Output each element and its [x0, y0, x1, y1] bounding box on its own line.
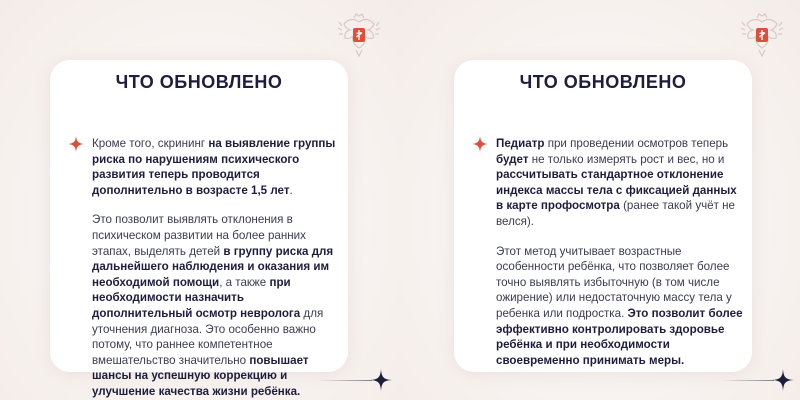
left-card-title: ЧТО ОБНОВЛЕНО	[115, 72, 283, 92]
sparkle-icon	[370, 369, 392, 391]
decorative-line	[318, 380, 372, 381]
left-info-card	[50, 60, 348, 398]
text: , а также	[219, 275, 270, 289]
text: для уточнения диагноза. Это особенно важно потому, что раннее компетентное вмешательство значительно	[92, 306, 324, 367]
paragraph	[496, 244, 746, 369]
left-card-body	[92, 136, 342, 400]
right-card-title: ЧТО ОБНОВЛЕНО	[519, 72, 687, 92]
bold-text: повышает шансы на успешную коррекцию и улучшение качества жизни ребёнка.	[92, 353, 309, 398]
right-card-body	[496, 136, 746, 368]
bold-text: рассчитывать стандартное отклонение индекса массы тела с фиксацией данных в карте профосмотра	[496, 168, 737, 213]
bold-text: на выявление группы риска по нарушениям психического развития теперь проводится дополнительно в возрасте 1,5 лет	[92, 137, 336, 197]
emblem-icon	[739, 12, 785, 58]
star-marker-icon	[68, 136, 84, 152]
paragraph	[92, 136, 342, 198]
text: .	[289, 183, 293, 197]
sparkle-icon	[772, 369, 794, 391]
bold-text: будет	[496, 152, 529, 166]
bold-text: при необходимости назначить дополнительный осмотр невролога	[92, 275, 301, 320]
text: не только измерять рост и вес, но и	[528, 152, 725, 166]
decorative-line	[722, 380, 774, 381]
text: Этот метод учитывает возрастные особенности ребёнка, что позволяет более точно выявлять избыточную (в том числе ожирение) или недостаточную массу тела у ребенка или подростка.	[496, 244, 732, 320]
bold-text: Это позволит более эффективно контролировать здоровье ребёнка и при необходимости своевременно принимать меры.	[496, 306, 743, 367]
text: Кроме того, скрининг	[92, 137, 209, 150]
emblem-icon	[336, 12, 382, 58]
right-slide	[400, 0, 800, 400]
text: Это позволит выявлять отклонения в психическом развитии на более ранних этапах, выделять детей	[92, 213, 306, 258]
paragraph	[496, 136, 746, 230]
bold-text: Педиатр	[496, 137, 545, 150]
star-marker-icon	[472, 136, 488, 152]
paragraph	[92, 212, 342, 399]
text: (ранее такой учёт не велся).	[496, 199, 735, 228]
text: при проведении осмотров теперь	[544, 137, 729, 150]
right-info-card	[454, 60, 752, 372]
bold-text: в группу риска для дальнейшего наблюдения и оказания им необходимой помощи	[92, 244, 334, 289]
